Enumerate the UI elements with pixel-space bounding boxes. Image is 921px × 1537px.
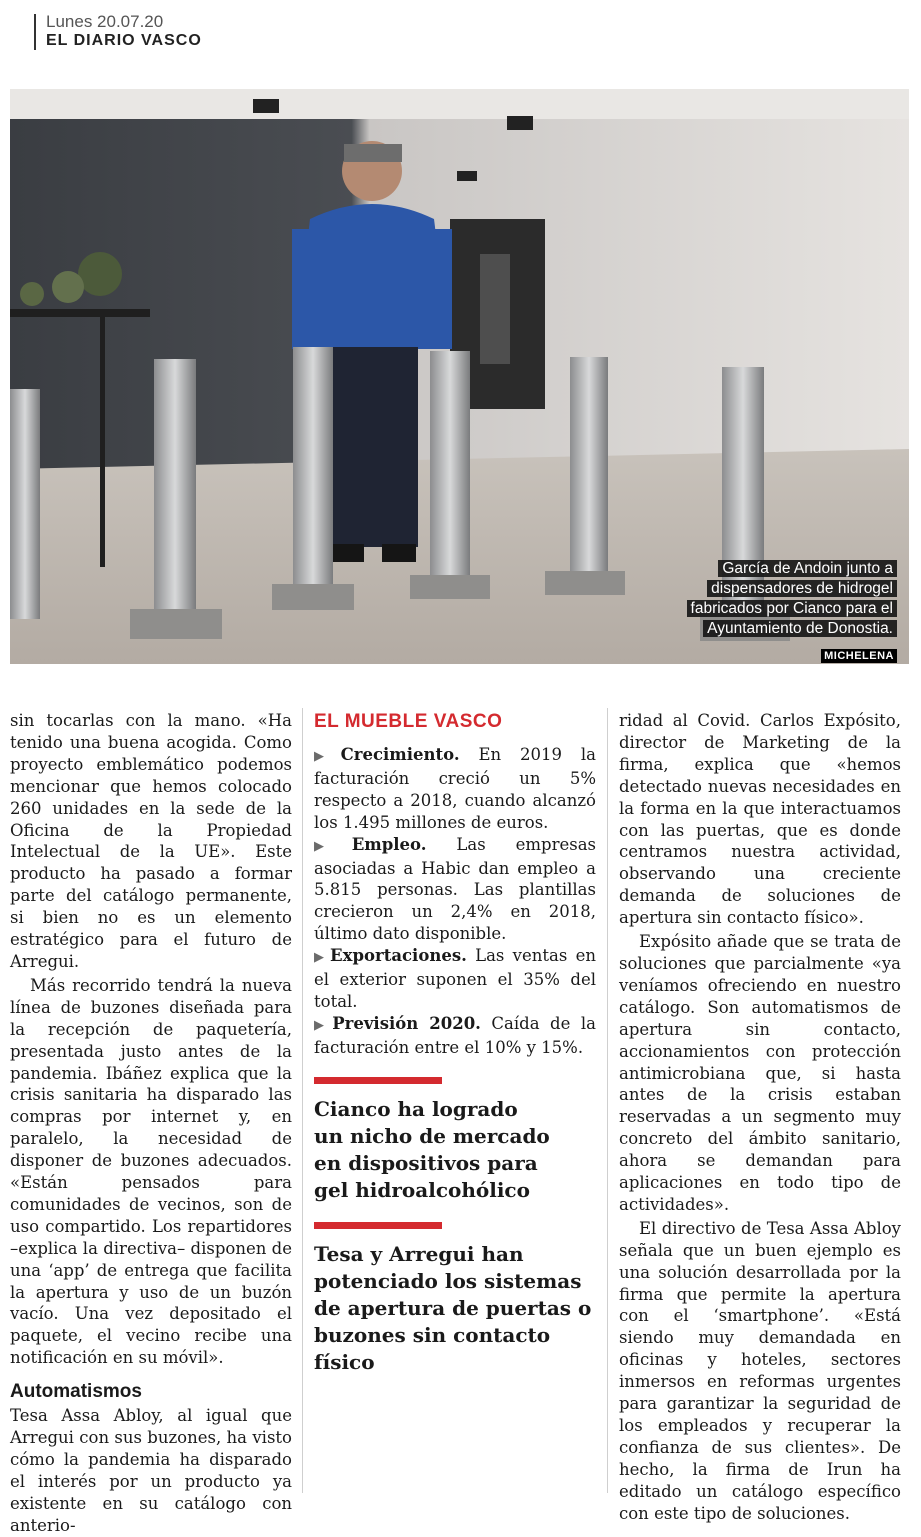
arrow-icon: ▶ [314,838,349,854]
pull-quote-bar [314,1077,442,1084]
pull-quote: Cianco ha logrado un nicho de mercado en dispositivos para gel hidroalcohólico [314,1096,550,1202]
fact-item: ▶ Crecimiento. En 2019 la facturación creció un 5% respecto a 2018, cuando alcanzó los 1.495 millones de euros. [314,745,597,832]
text-column-1 [10,710,292,1537]
pull-quote: Tesa y Arregui han potenciado los sistemas de apertura de puertas o buzones sin contacto físico [314,1241,592,1374]
subheading: Automatismos [10,1381,142,1403]
arrow-icon: ▶ [314,950,328,966]
sidebar-box-title: EL MUEBLE VASCO [314,711,503,732]
column-divider [302,708,303,1493]
masthead [38,12,202,50]
fact-item: ▶ Empleo. Las empresas asociadas a Habic dan empleo a 5.815 personas. Las plantillas crecieron un 2,4% en 2018, último dato disponible. [314,834,597,944]
photo-caption [687,559,897,639]
text-column-3 [619,710,901,1525]
caption-line: García de Andoin junto a [718,560,897,577]
paragraph: ridad al Covid. Carlos Expósito, director de Marketing de la firma, explica que «hemos detectado nuevas necesidades en la forma en la que interactuamos con las puertas, que es donde centramos nuestra actividad, observando una creciente demanda de soluciones de apertura sin contacto físico». [619,711,901,928]
paragraph: Expósito añade que se trata de soluciones que parcialmente «ya veníamos ofreciendo en nuestro catálogo. Son automatismos de apertura sin contacto, accionamientos con protección antimicrobiana que, si hasta antes de la crisis estaban reservadas a un segmento muy concreto del ámbito sanitario, ahora se demandan para aplicaciones en todo tipo de actividades». [619,932,902,1214]
caption-line: dispensadores de hidrogel [707,580,897,597]
pull-quote-bar [314,1222,442,1229]
column-divider [607,708,608,1493]
text-column-2 [314,710,596,1376]
issue-date: Lunes 20.07.20 [46,12,164,31]
newspaper-name: EL DIARIO VASCO [46,32,202,49]
paragraph: Tesa Assa Abloy, al igual que Arregui con sus buzones, ha visto cómo la pandemia ha disparado el interés por un producto ya existente en su catálogo con anterio- [10,1406,292,1535]
arrow-icon: ▶ [314,749,338,764]
paragraph: Más recorrido tendrá la nueva línea de buzones diseñada para la recepción de paquetería, presentada justo antes de la pandemia. Ibáñez explica que la crisis sanitaria ha disparado las compras por internet y, en paralelo, la necesidad de disponer de buzones adecuados. «Están pensados para comunidades de vecinos, son de uso compartido. Los repartidores –explica la directiva– disponen de una ‘app’ de entrega que facilita la apertura y uso de un buzón vacío. Una vez depositado el paquete, el vecino recibe una notificación en su móvil». [10,975,293,1368]
paragraph: sin tocarlas con la mano. «Ha tenido una buena acogida. Como proyecto emblemático podemos mencionar que hemos colocado 260 unidades en la sede de la Oficina de la Propiedad Intelectual de la UE». Este producto ha pasado a formar parte del catálogo permanente, si bien no es un elemento estratégico para el futuro de Arregui. [10,711,293,971]
fact-item: ▶ Previsión 2020. Caída de la facturación entre el 10% y 15%. [314,1013,596,1057]
caption-line: Ayuntamiento de Donostia. [703,620,897,637]
fact-item: ▶ Exportaciones. Las ventas en el exterior suponen el 35% del total. [314,946,597,1011]
article-photo [10,89,909,664]
caption-line: fabricados por Cianco para el [687,600,897,617]
photo-credit: MICHELENA [821,649,897,663]
arrow-icon: ▶ [314,1017,330,1033]
paragraph: El directivo de Tesa Assa Abloy señala que un buen ejemplo es una solución desarrollada por la firma que permite la apertura con el ‘smartphone’. «Está siendo muy demandada en oficinas y hoteles, sectores inmersos en reformas urgentes para garantizar la seguridad de los empleados y recuperar la confianza de sus clientes». De hecho, la firma de Irun ha editado un catálogo específico con este tipo de soluciones. [619,1218,902,1523]
masthead-rule [34,14,36,50]
